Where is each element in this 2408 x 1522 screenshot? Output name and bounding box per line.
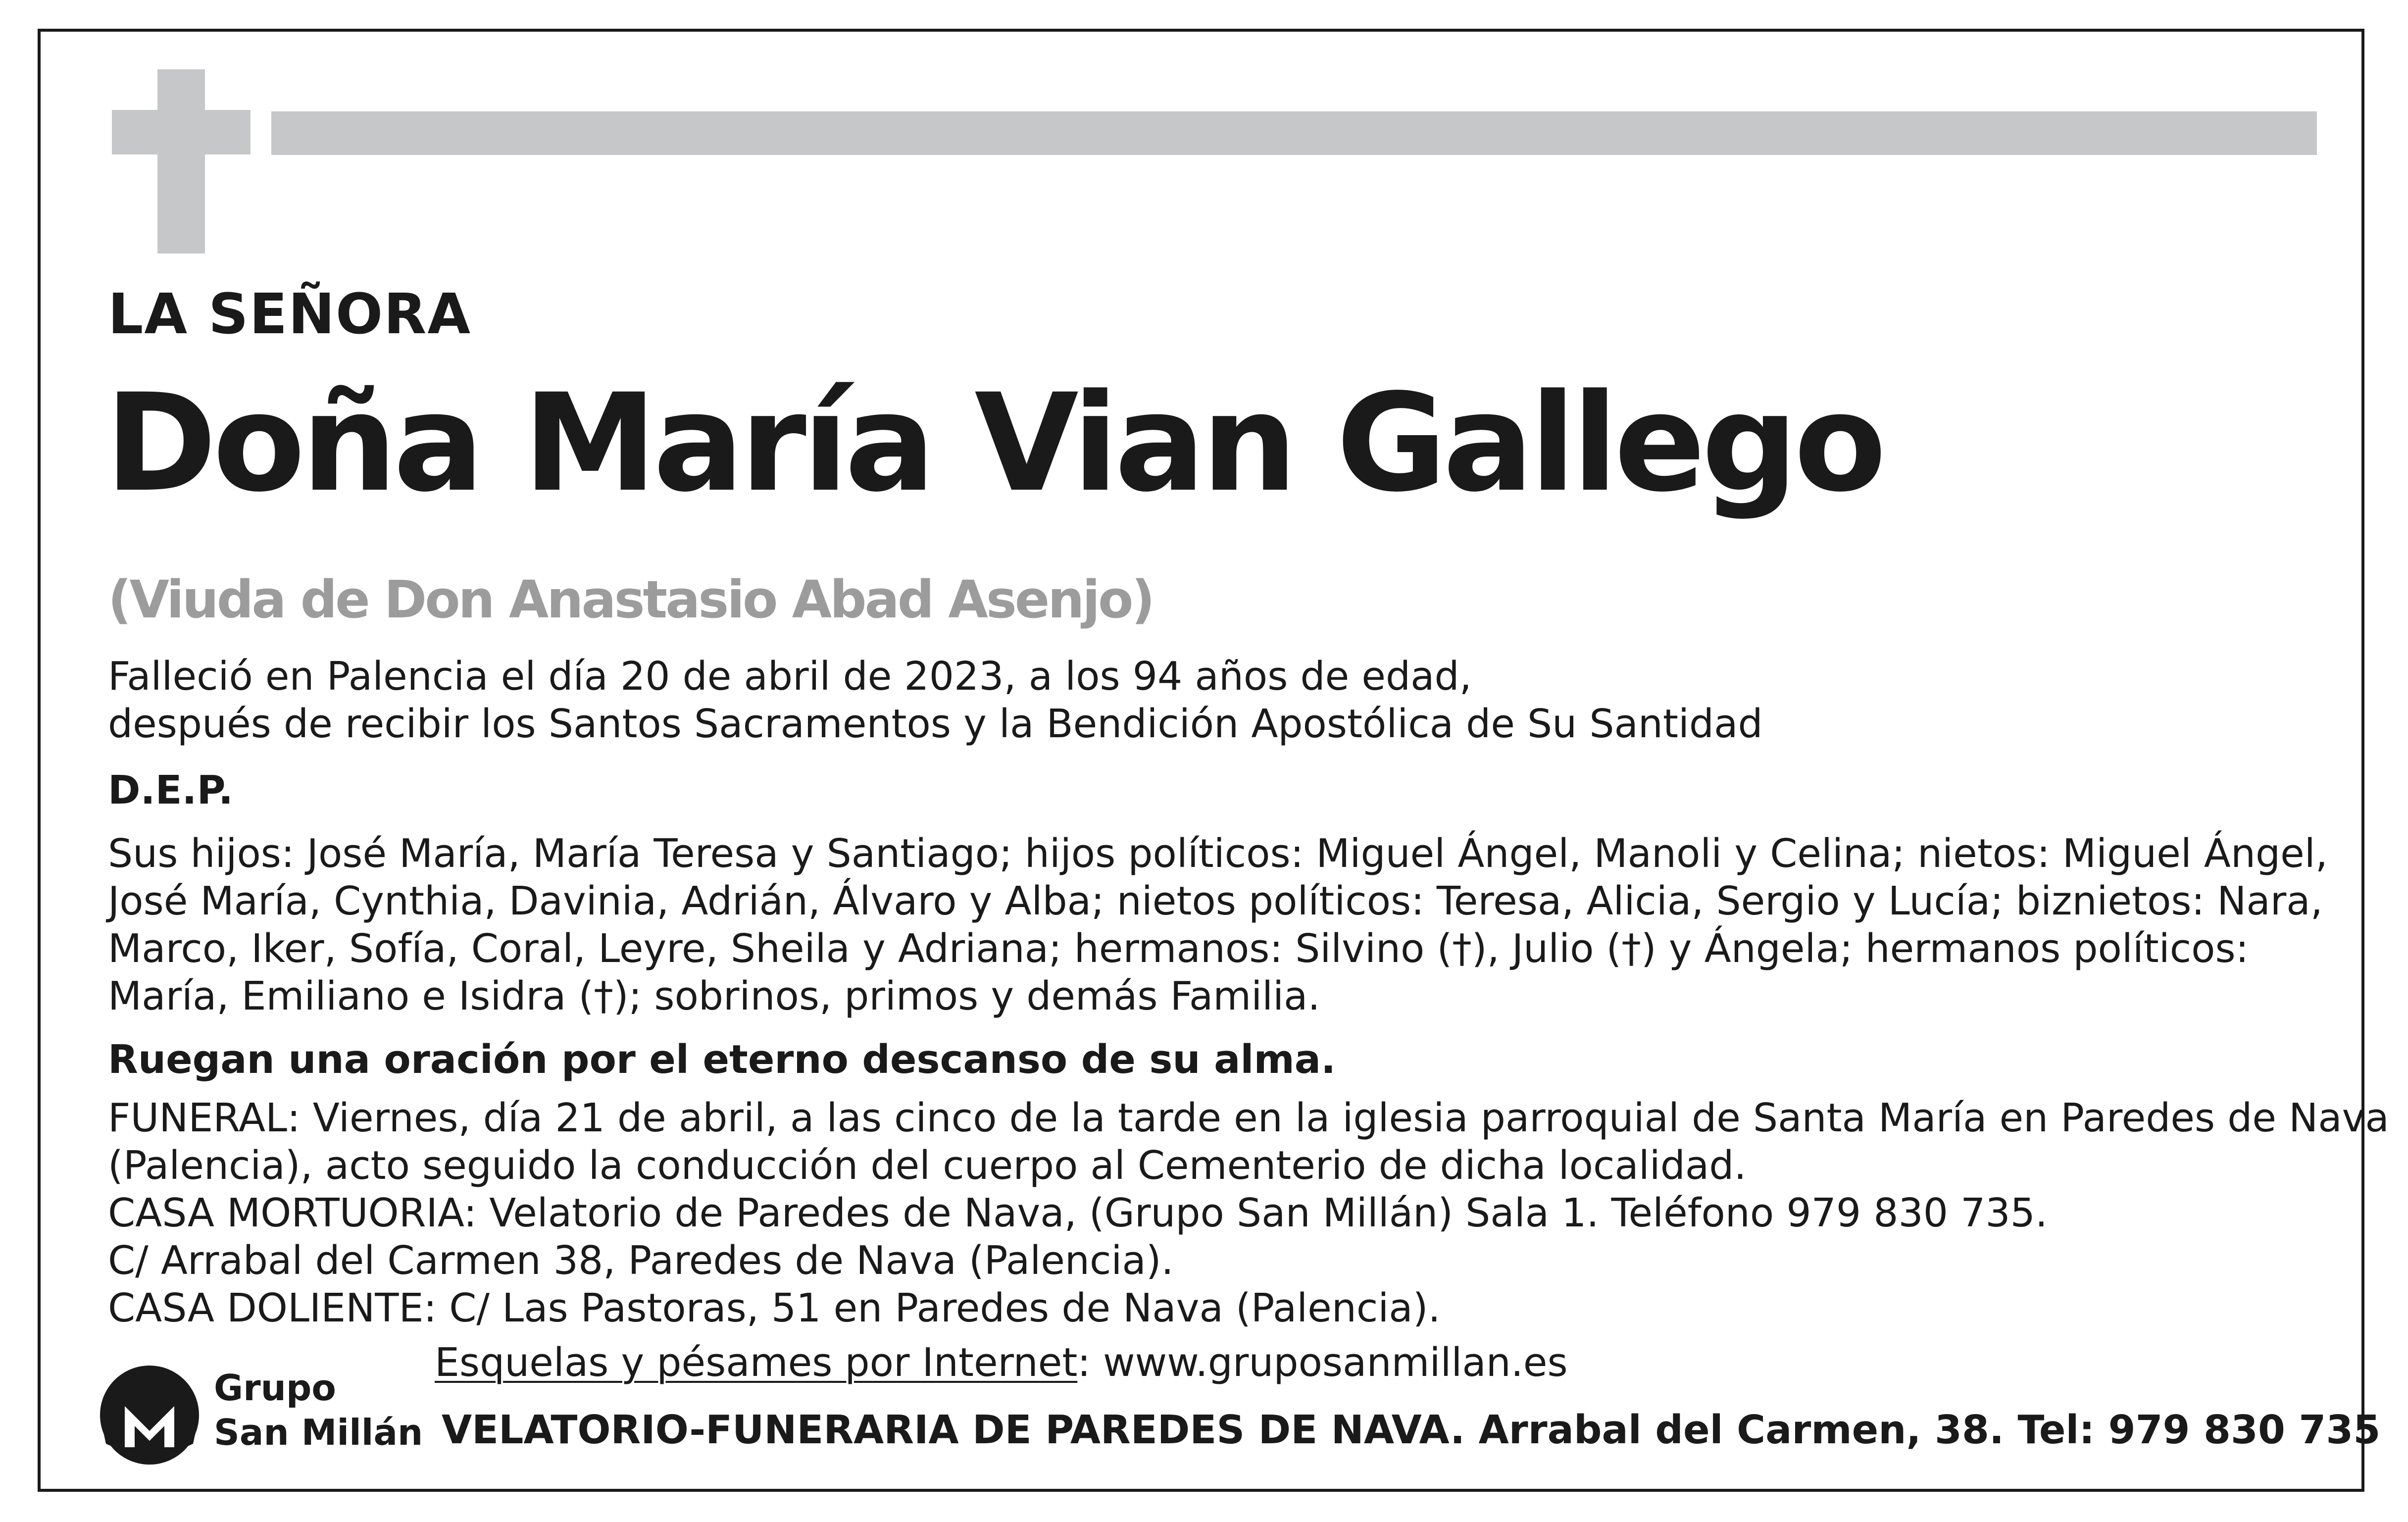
family-line: Marco, Iker, Sofía, Coral, Leyre, Sheila y Adriana; hermanos: Silvino (†), Julio (†) y Ángela; hermanos políticos: <box>108 926 2249 971</box>
funeral-line-1: FUNERAL: Viernes, día 21 de abril, a las cinco de la tarde en la iglesia parroquial de Santa María en Paredes de Nava <box>108 1095 2389 1141</box>
web-line <box>435 1339 1568 1386</box>
family-line: José María, Cynthia, Davinia, Adrián, Álvaro y Alba; nietos políticos: Teresa, Alicia, Sergio y Lucía; biznietos: Nara, <box>108 878 2323 924</box>
casa-mortuoria-line-1: CASA MORTUORIA: Velatorio de Paredes de Nava, (Grupo San Millán) Sala 1. Teléfono 979 830 735. <box>108 1190 2048 1236</box>
family-line: Sus hijos: José María, María Teresa y Santiago; hijos políticos: Miguel Ángel, Manoli y Celina; nietos: Miguel Ángel, <box>108 831 2328 876</box>
logo-text-line-1: Grupo <box>214 1367 336 1409</box>
death-line-2: después de recibir los Santos Sacramentos y la Bendición Apostólica de Su Santidad <box>108 701 1763 747</box>
casa-mortuoria-line-2: C/ Arrabal del Carmen 38, Paredes de Nava (Palencia). <box>108 1238 1174 1283</box>
widow-of: (Viuda de Don Anastasio Abad Asenjo) <box>108 569 1153 630</box>
logo-text-line-2: San Millán <box>214 1412 423 1453</box>
funeral-line-2: (Palencia), acto seguido la conducción del cuerpo al Cementerio de dicha localidad. <box>108 1143 1747 1188</box>
web-label-link[interactable]: Esquelas y pésames por Internet <box>435 1340 1078 1385</box>
web-url[interactable]: www.gruposanmillan.es <box>1103 1340 1568 1385</box>
honorific: LA SEÑORA <box>108 282 472 347</box>
header-bar <box>271 111 2317 155</box>
footer-address: VELATORIO-FUNERARIA DE PAREDES DE NAVA. Arrabal del Carmen, 38. Tel: 979 830 735 <box>442 1407 2381 1453</box>
dep-label: D.E.P. <box>108 767 233 813</box>
deceased-name: Doña María Vian Gallego <box>105 365 1883 522</box>
web-separator: : <box>1077 1340 1104 1385</box>
cross-icon-vertical <box>157 69 205 254</box>
death-line-1: Falleció en Palencia el día 20 de abril de 2023, a los 94 años de edad, <box>108 654 1472 699</box>
prayer-line: Ruegan una oración por el eterno descanso de su alma. <box>108 1037 1336 1082</box>
casa-doliente-line: CASA DOLIENTE: C/ Las Pastoras, 51 en Paredes de Nava (Palencia). <box>108 1285 1441 1331</box>
cross-icon-horizontal <box>112 110 251 154</box>
family-line: María, Emiliano e Isidra (†); sobrinos, primos y demás Familia. <box>108 973 1320 1019</box>
grupo-san-millan-logo-icon <box>95 1361 204 1470</box>
logo-text <box>214 1366 423 1455</box>
